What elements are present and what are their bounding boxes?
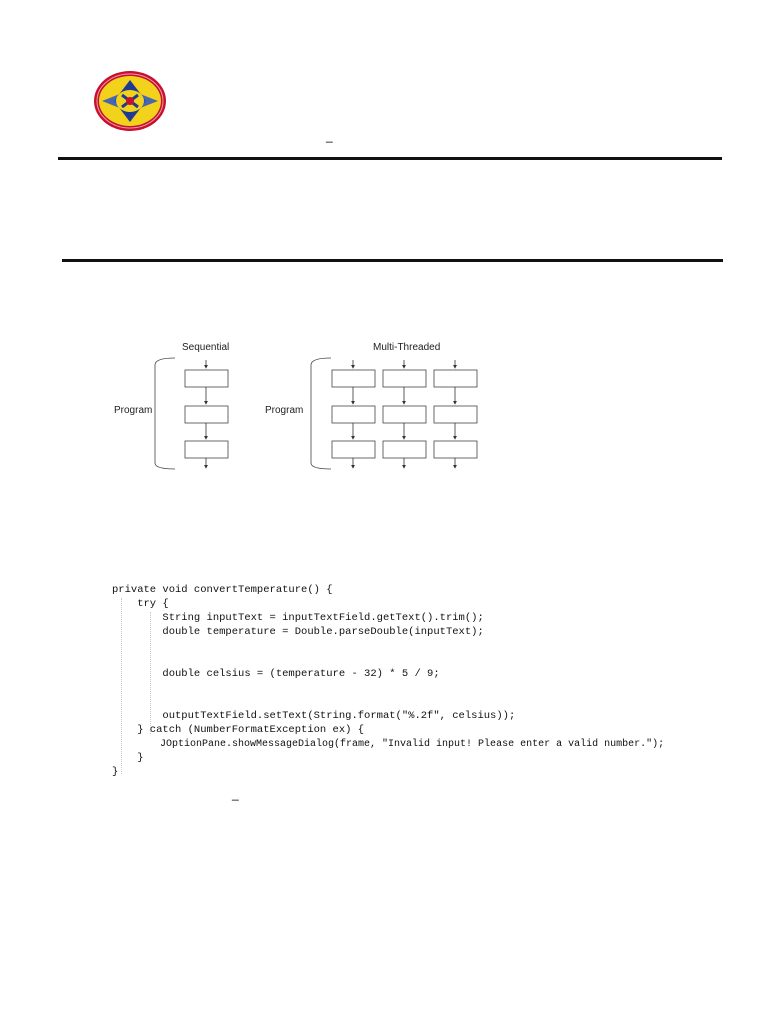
header-top-rule xyxy=(58,157,722,160)
code-line: double temperature = Double.parseDouble(inputText); xyxy=(112,626,484,638)
code-line: } xyxy=(112,752,144,764)
program-label-left: Program xyxy=(114,405,153,416)
code-line: try { xyxy=(112,598,169,610)
code-line: JOptionPane.showMessageDialog(frame, "Invalid input! Please enter a valid number."); xyxy=(112,739,665,750)
header-bottom-rule xyxy=(62,259,723,262)
thread-diagram xyxy=(105,335,495,475)
sequential-label: Sequential xyxy=(182,342,230,353)
code-listing xyxy=(112,584,737,784)
header-underscore: _ xyxy=(326,129,333,143)
code-line: } xyxy=(112,766,119,778)
code-line: String inputText = inputTextField.getText().trim(); xyxy=(112,612,484,624)
code-line: outputTextField.setText(String.format("%.2f", celsius)); xyxy=(112,710,516,722)
code-line: double celsius = (temperature - 32) * 5 / 9; xyxy=(112,668,440,680)
code-line: private void convertTemperature() { xyxy=(112,584,333,596)
program-label-right: Program xyxy=(265,405,304,416)
university-seal-icon xyxy=(92,70,168,132)
caption-underscore: _ xyxy=(232,787,239,801)
code-line: } catch (NumberFormatException ex) { xyxy=(112,724,365,736)
multithreaded-label: Multi-Threaded xyxy=(373,342,441,353)
